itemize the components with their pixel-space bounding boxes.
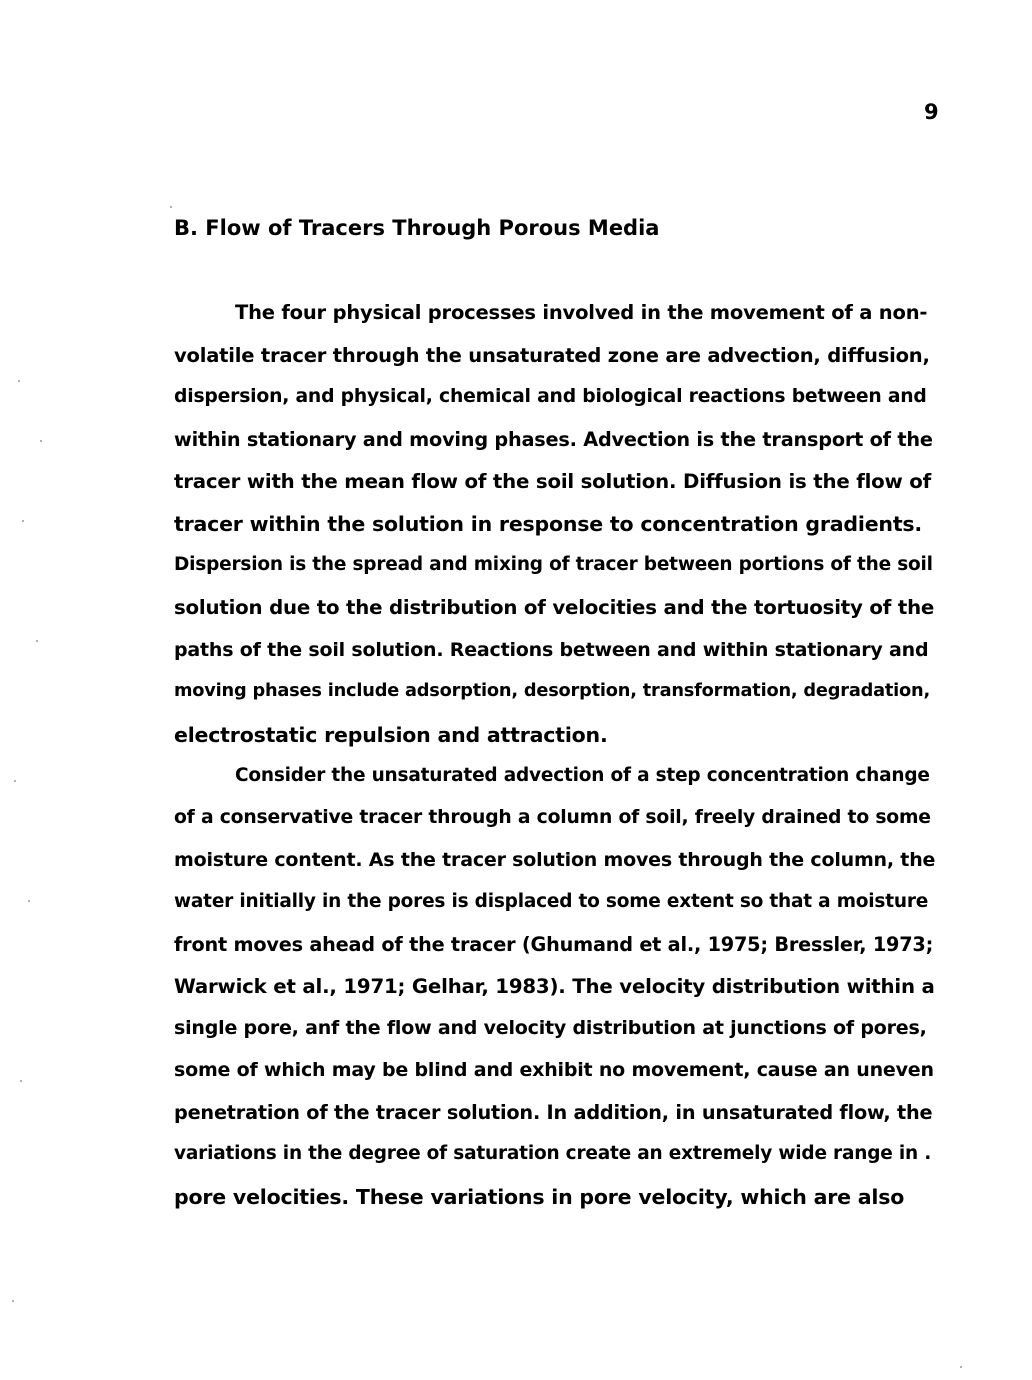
paragraph-line: single pore, anf the flow and velocity distribution at junctions of pores,	[174, 1017, 927, 1039]
paragraph-line: penetration of the tracer solution. In addition, in unsaturated flow, the	[174, 1101, 933, 1124]
scan-speck	[170, 206, 172, 208]
scan-speck	[14, 780, 16, 782]
paragraph-line: pore velocities. These variations in pore velocity, which are also	[174, 1185, 905, 1209]
paragraph-line: Dispersion is the spread and mixing of tracer between portions of the soil	[174, 554, 933, 575]
scan-speck	[28, 900, 30, 902]
paragraph-line: electrostatic repulsion and attraction.	[174, 723, 608, 747]
paragraph-line: of a conservative tracer through a column of soil, freely drained to some	[174, 807, 931, 828]
scan-speck	[960, 1366, 962, 1368]
paragraph-line: The four physical processes involved in the movement of a non-	[235, 301, 928, 324]
paragraph-line: within stationary and moving phases. Advection is the transport of the	[174, 428, 933, 451]
scan-speck	[20, 1080, 22, 1082]
paragraph-line: water initially in the pores is displaced to some extent so that a moisture	[174, 891, 929, 912]
paragraph-line: solution due to the distribution of velocities and the tortuosity of the	[174, 596, 935, 619]
section-heading: B. Flow of Tracers Through Porous Media	[174, 216, 660, 240]
scan-speck	[12, 1300, 14, 1302]
paragraph-line: front moves ahead of the tracer (Ghumand et al., 1975; Bressler, 1973;	[174, 933, 934, 956]
paragraph-line: some of which may be blind and exhibit no movement, cause an uneven	[174, 1059, 934, 1081]
scan-speck	[40, 440, 42, 442]
paragraph-line: volatile tracer through the unsaturated zone are advection, diffusion,	[174, 344, 930, 367]
scan-speck	[18, 380, 20, 382]
scan-speck	[22, 520, 24, 522]
paragraph-line: tracer with the mean flow of the soil solution. Diffusion is the flow of	[174, 470, 932, 493]
paragraph-line: variations in the degree of saturation create an extremely wide range in .	[174, 1143, 932, 1164]
paragraph-line: moisture content. As the tracer solution moves through the column, the	[174, 849, 936, 871]
paragraph-line: paths of the soil solution. Reactions between and within stationary and	[174, 639, 929, 661]
paragraph-line: tracer within the solution in response to concentration gradients.	[174, 512, 923, 536]
paragraph-line: dispersion, and physical, chemical and biological reactions between and	[174, 386, 927, 407]
paragraph-line: moving phases include adsorption, desorption, transformation, degradation,	[174, 681, 931, 701]
scan-speck	[36, 640, 38, 642]
paragraph-line: Warwick et al., 1971; Gelhar, 1983). The velocity distribution within a	[174, 975, 935, 998]
page-number: 9	[924, 100, 939, 124]
paragraph-line: Consider the unsaturated advection of a step concentration change	[235, 765, 930, 786]
